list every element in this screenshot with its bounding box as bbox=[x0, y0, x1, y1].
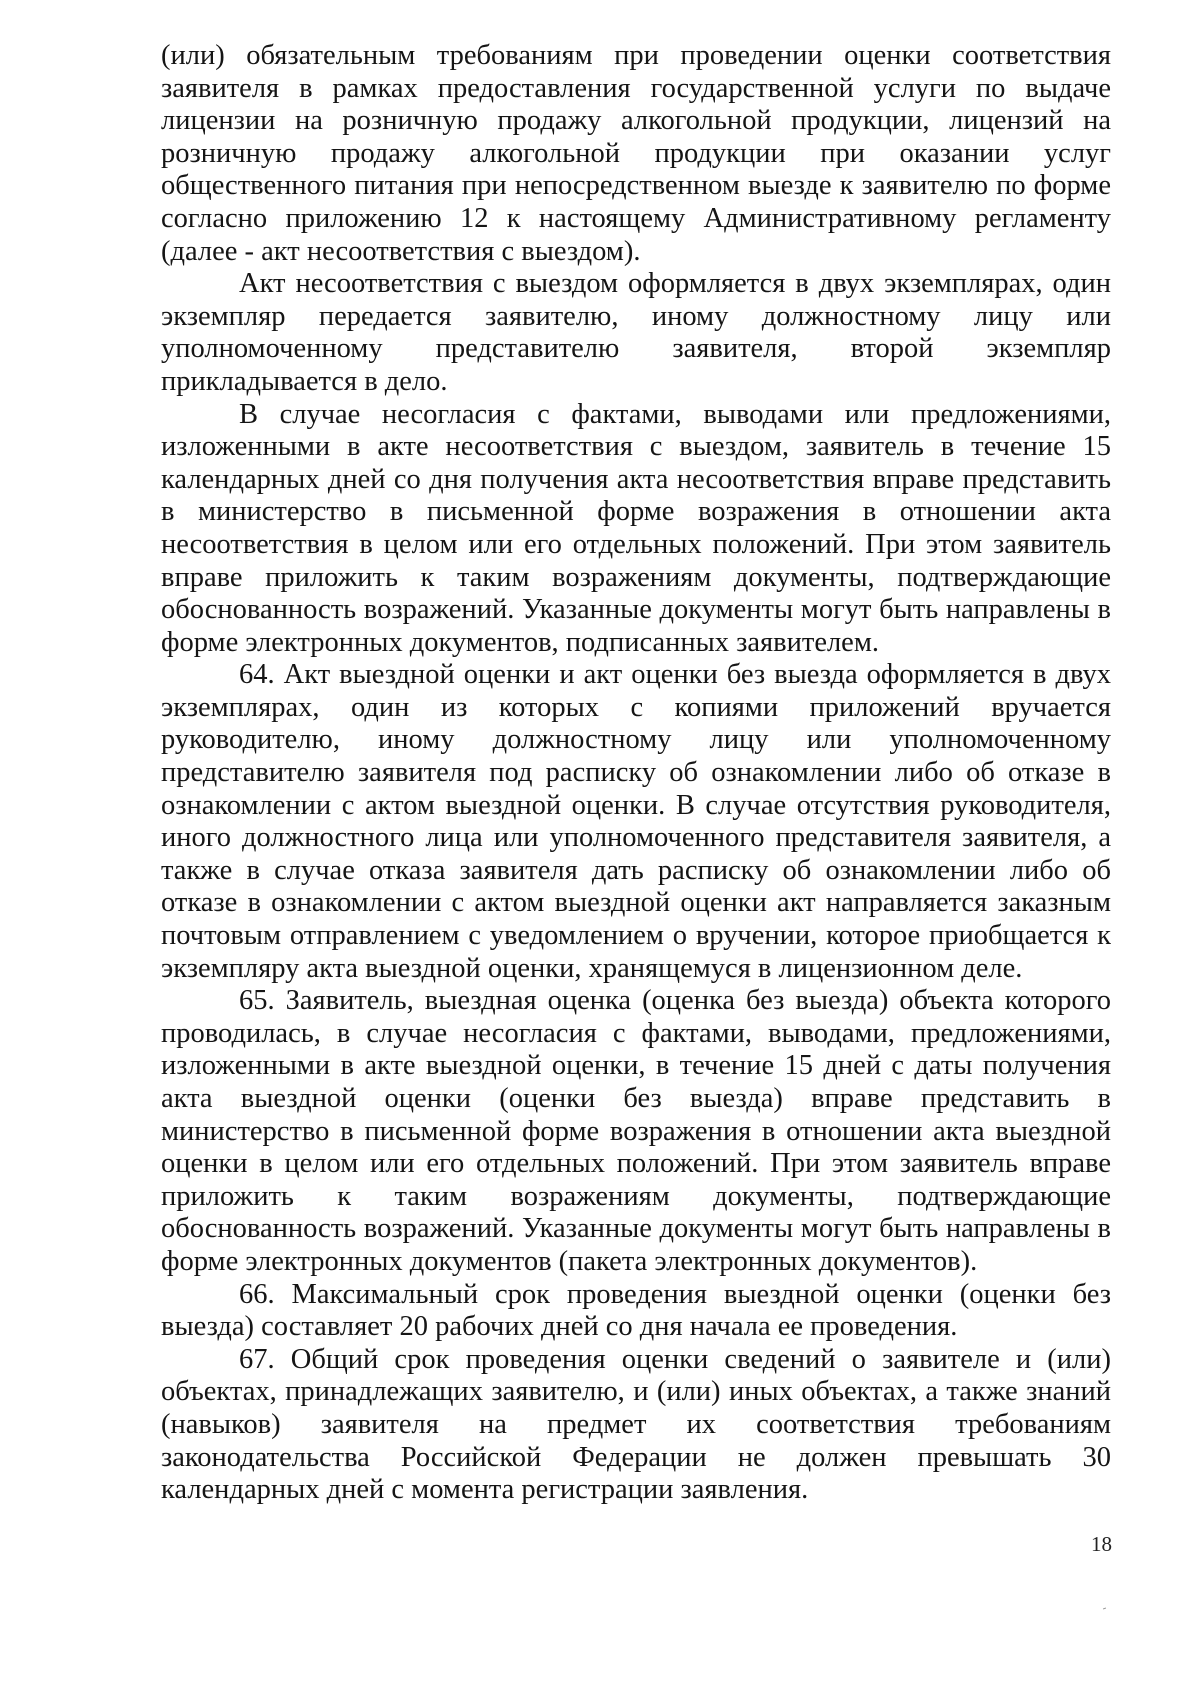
paragraph-continuation: (или) обязательным требованиям при проведении оценки соответствия заявителя в рамках предоставления государственной услуги по выдаче лицензии на розничную продажу алкогольной продукции, лицензий на розничную продажу алкогольной продукции при оказании услуг общественного питания при непосредственном выезде к заявителю по форме согласно приложению 12 к настоящему Административному регламенту (далее - акт несоответствия с выездом). bbox=[161, 40, 1111, 267]
paragraph-66: 66. Максимальный срок проведения выездной оценки (оценки без выезда) составляет 20 рабочих дней со дня начала ее проведения. bbox=[161, 1278, 1111, 1343]
scan-artifact bbox=[1103, 1608, 1106, 1610]
paragraph-65: 65. Заявитель, выездная оценка (оценка без выезда) объекта которого проводилась, в случае несогласия с фактами, выводами, предложениями, изложенными в акте выездной оценки, в течение 15 дней с даты получения акта выездной оценки (оценки без выезда) вправе представить в министерство в письменной форме возражения в отношении акта выездной оценки в целом или его отдельных положений. При этом заявитель вправе приложить к таким возражениям документы, подтверждающие обоснованность возражений. Указанные документы могут быть направлены в форме электронных документов (пакета электронных документов). bbox=[161, 985, 1111, 1277]
paragraph-objections: В случае несогласия с фактами, выводами или предложениями, изложенными в акте несоответствия с выездом, заявитель в течение 15 календарных дней со дня получения акта несоответствия вправе представить в министерство в письменной форме возражения в отношении акта несоответствия в целом или его отдельных положений. При этом заявитель вправе приложить к таким возражениям документы, подтверждающие обоснованность возражений. Указанные документы могут быть направлены в форме электронных документов, подписанных заявителем. bbox=[161, 398, 1111, 658]
paragraph-act-copies: Акт несоответствия с выездом оформляется в двух экземплярах, один экземпляр передается заявителю, иному должностному лицу или уполномоченному представителю заявителя, второй экземпляр прикладывается в дело. bbox=[161, 268, 1111, 397]
page-number: 18 bbox=[1091, 1532, 1112, 1556]
document-body bbox=[161, 40, 1111, 1507]
paragraph-67: 67. Общий срок проведения оценки сведений о заявителе и (или) объектах, принадлежащих заявителю, и (или) иных объектах, а также знаний (навыков) заявителя на предмет их соответствия требованиям законодательства Российской Федерации не должен превышать 30 календарных дней с момента регистрации заявления. bbox=[161, 1343, 1111, 1506]
paragraph-64: 64. Акт выездной оценки и акт оценки без выезда оформляется в двух экземплярах, один из которых с копиями приложений вручается руководителю, иному должностному лицу или уполномоченному представителю заявителя под расписку об ознакомлении либо об отказе в ознакомлении с актом выездной оценки. В случае отсутствия руководителя, иного должностного лица или уполномоченного представителя заявителя, а также в случае отказа заявителя дать расписку об ознакомлении либо об отказе в ознакомлении с актом выездной оценки акт направляется заказным почтовым отправлением с уведомлением о вручении, которое приобщается к экземпляру акта выездной оценки, хранящемуся в лицензионном деле. bbox=[161, 659, 1111, 984]
